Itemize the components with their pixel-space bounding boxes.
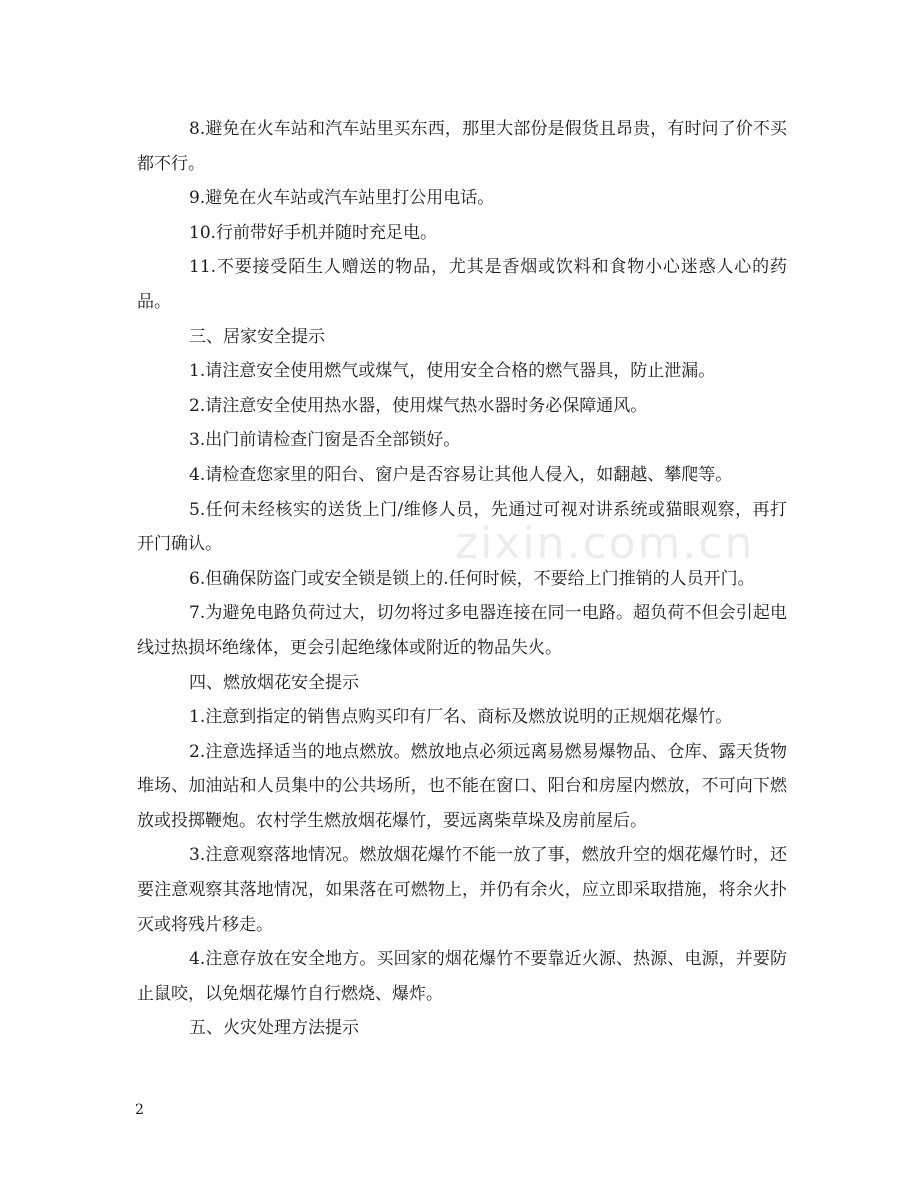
page-number: 2	[135, 1102, 144, 1118]
paragraph-home-4: 4.请检查您家里的阳台、窗户是否容易让其他人侵入，如翻越、攀爬等。	[189, 464, 733, 485]
paragraph-item-11: 11.不要接受陌生人赠送的物品，尤其是香烟或饮料和食物小心迷惑人心的药品。	[137, 257, 787, 312]
paragraph-item-9: 9.避免在火车站或汽车站里打公用电话。	[189, 188, 495, 209]
paragraph-fireworks-2: 2.注意选择适当的地点燃放。燃放地点必须远离易燃易爆物品、仓库、露天货物堆场、加油站和人员集中的公共场所，也不能在窗口、阳台和房屋内燃放，不可向下燃放或投掷鞭炮。农村学生燃放烟花爆竹，要远离柴草垛及房前屋后。	[137, 741, 787, 831]
section-heading-fireworks-safety: 四、燃放烟花安全提示	[189, 672, 359, 693]
paragraph-item-8: 8.避免在火车站和汽车站里买东西，那里大部份是假货且昂贵，有时问了价不买都不行。	[137, 119, 787, 174]
paragraph-home-3: 3.出门前请检查门窗是否全部锁好。	[189, 430, 461, 451]
paragraph-home-6: 6.但确保防盗门或安全锁是锁上的.任何时候，不要给上门推销的人员开门。	[189, 568, 755, 589]
watermark: zixin.com.cn	[455, 518, 755, 569]
section-heading-fire-handling: 五、火灾处理方法提示	[189, 1018, 359, 1039]
paragraph-item-10: 10.行前带好手机并随时充足电。	[189, 222, 438, 243]
document-body	[137, 112, 787, 1046]
paragraph-fireworks-3: 3.注意观察落地情况。燃放烟花爆竹不能一放了事，燃放升空的烟花爆竹时，还要注意观察其落地情况，如果落在可燃物上，并仍有余火，应立即采取措施，将余火扑灭或将残片移走。	[137, 845, 787, 935]
paragraph-home-7: 7.为避免电路负荷过大，切勿将过多电器连接在同一电路。超负荷不但会引起电线过热损坏绝缘体，更会引起绝缘体或附近的物品失火。	[137, 603, 787, 658]
section-heading-home-safety: 三、居家安全提示	[189, 326, 325, 347]
paragraph-fireworks-4: 4.注意存放在安全地方。买回家的烟花爆竹不要靠近火源、热源、电源，并要防止鼠咬，以免烟花爆竹自行燃烧、爆炸。	[137, 949, 787, 1004]
paragraph-home-1: 1.请注意安全使用燃气或煤气，使用安全合格的燃气器具，防止泄漏。	[189, 361, 716, 382]
paragraph-home-5: 5.任何未经核实的送货上门/维修人员，先通过可视对讲系统或猫眼观察，再打开门确认。	[137, 499, 787, 555]
paragraph-home-2: 2.请注意安全使用热水器，使用煤气热水器时务必保障通风。	[189, 395, 648, 416]
paragraph-fireworks-1: 1.注意到指定的销售点购买印有厂名、商标及燃放说明的正规烟花爆竹。	[189, 707, 733, 728]
